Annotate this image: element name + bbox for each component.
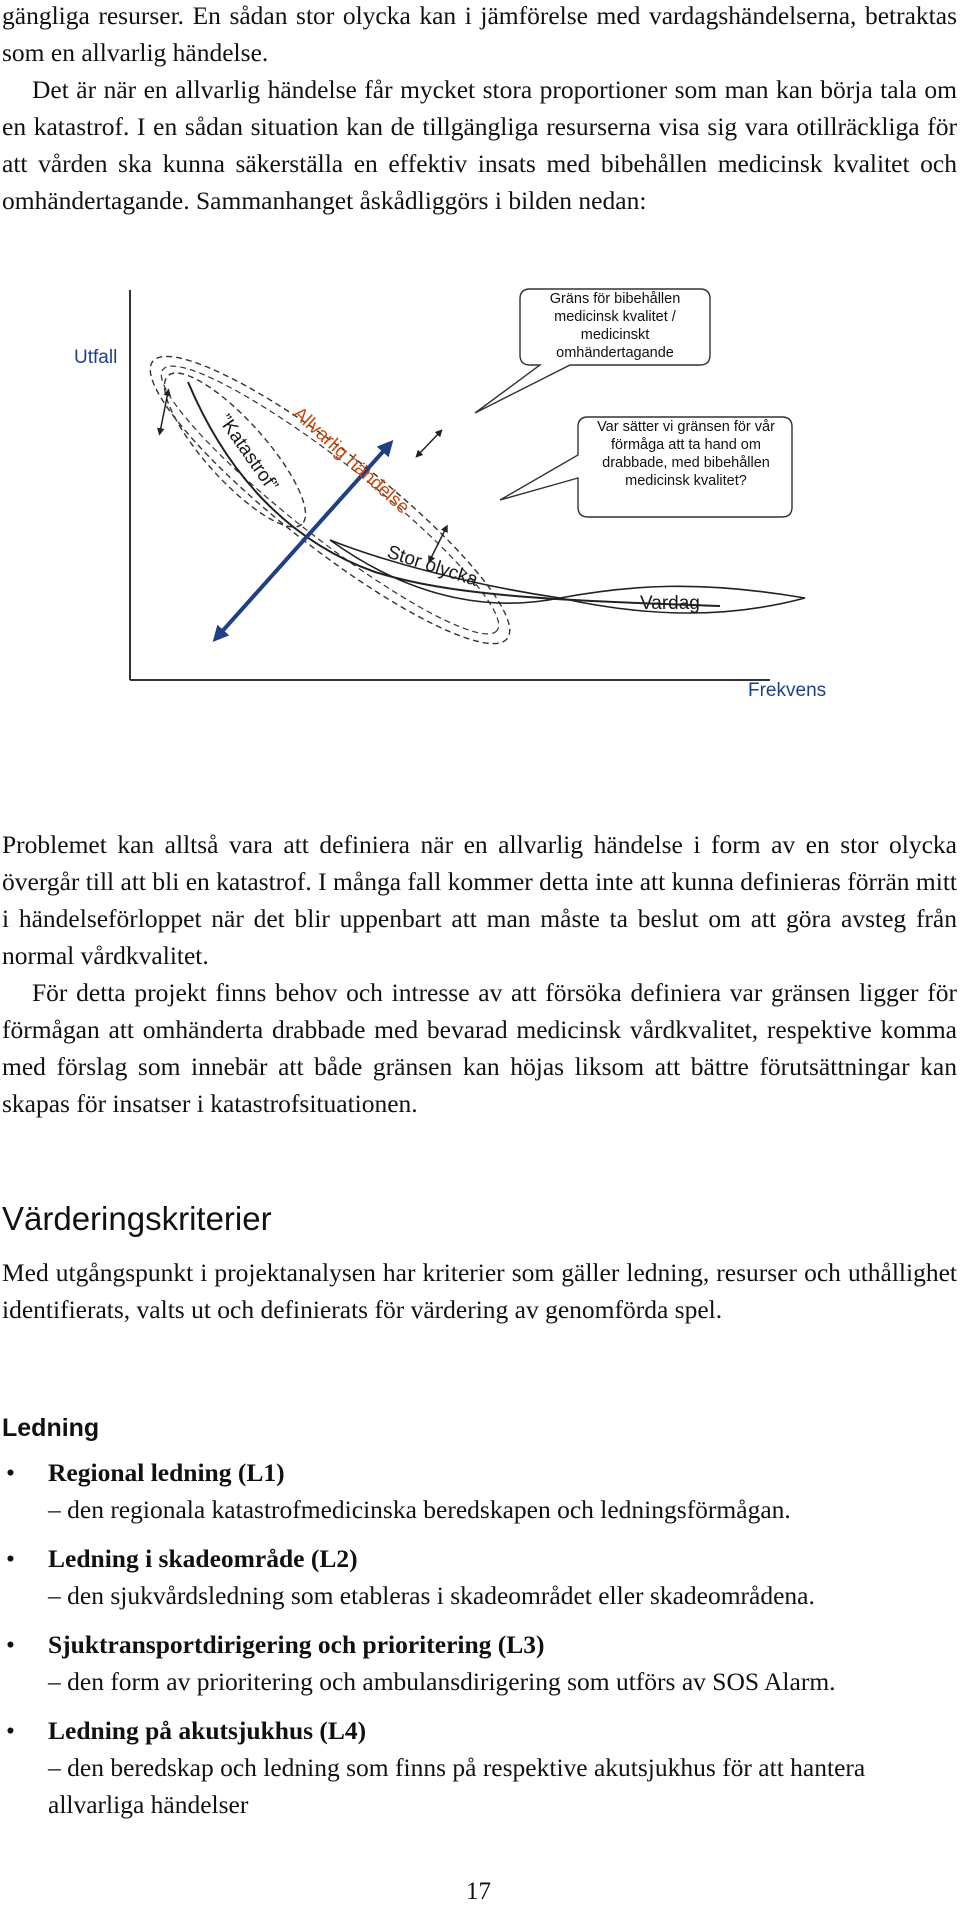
criteria-list	[0, 1454, 958, 1835]
page-number: 17	[466, 1878, 491, 1905]
criterion-description: – den form av prioritering och ambulansdirigering som utförs av SOS Alarm.	[48, 1667, 836, 1696]
callout-top-text: Gräns för bibehållen medicinsk kvalitet / medicinskt omhändertagande	[549, 291, 681, 361]
allvarlig-ellipse-inner	[140, 340, 521, 661]
bullet: •	[6, 1716, 15, 1745]
paragraph-problem: Problemet kan alltså vara att definiera när en allvarlig händelse i form av en stor olycka övergår till att bli en katastrof. I många fall kommer detta inte att kunna definieras förrän mitt i händelseförloppet när det blir uppenbart att man måste ta beslut om att göra avsteg från normal vårdkvalitet.	[2, 830, 957, 970]
outcome-frequency-diagram	[0, 250, 960, 710]
section-heading: Värderingskriterier	[2, 1200, 272, 1237]
criterion-description: – den sjukvårdsledning som etableras i skadeområdet eller skadeområdena.	[48, 1581, 815, 1610]
paragraph-intro: gängliga resurser. En sådan stor olycka kan i jämförelse med vardagshändelserna, betraktas som en allvarlig händelse.	[2, 1, 957, 67]
paragraph-kriterier: Med utgångspunkt i projektanalysen har kriterier som gäller ledning, resurser och uthållighet identifierats, valts ut och definierats för värdering av genomförda spel.	[2, 1258, 957, 1324]
allvarlig-label: Allvarlig händelse	[288, 403, 414, 519]
bullet: •	[6, 1458, 15, 1487]
criterion-title: Ledning i skadeområde (L2)	[48, 1544, 358, 1573]
stor-olycka-label: Stor olycka	[384, 541, 481, 591]
criterion-item	[0, 1712, 958, 1823]
x-axis-label: Frekvens	[748, 680, 827, 701]
criterion-description: – den regionala katastrofmedicinska beredskapen och ledningsförmågan.	[48, 1495, 791, 1524]
criterion-item	[0, 1454, 958, 1528]
y-axis-label: Utfall	[74, 347, 118, 368]
bullet: •	[6, 1544, 15, 1573]
criterion-description: – den beredskap och ledning som finns på respektive akutsjukhus för att hantera allvarliga händelser	[48, 1753, 866, 1819]
criterion-item	[0, 1626, 958, 1700]
katastrof-label: ”Katastrof”	[213, 410, 282, 496]
allvarlig-ellipse-outer	[123, 324, 537, 677]
callout-question-text: Var sätter vi gränsen för vår förmåga att ta hand om drabbade, med bibehållen medicinsk kvalitet?	[597, 419, 775, 489]
paragraph-katastrof: Det är när en allvarlig händelse får mycket stora proportioner som man kan börja tala om en katastrof. I en sådan situation kan de tillgängliga resurserna visa sig vara otillräckliga för att vården ska kunna säkerställa en effektiv insats med bibehållen medicinsk kvalitet och omhändertagande. Sammanhanget åskådliggörs i bilden nedan:	[2, 75, 957, 215]
criterion-title: Sjuktransportdirigering och prioritering (L3)	[48, 1630, 545, 1659]
criterion-title: Ledning på akutsjukhus (L4)	[48, 1716, 367, 1745]
paragraph-projekt: För detta projekt finns behov och intresse av att försöka definiera var gränsen ligger för förmågan att omhänderta drabbade med bevarad medicinsk vårdkvalitet, respektive komma med förslag som innebär att både gränsen kan höjas liksom att bättre förutsättningar kan skapas för insatser i katastrofsituationen.	[2, 978, 957, 1118]
bullet: •	[6, 1630, 15, 1659]
double-arrow-2	[418, 432, 440, 455]
criterion-item	[0, 1540, 958, 1614]
subsection-heading: Ledning	[2, 1414, 100, 1442]
vardag-label: Vardag	[640, 593, 700, 614]
criterion-title: Regional ledning (L1)	[48, 1458, 285, 1487]
